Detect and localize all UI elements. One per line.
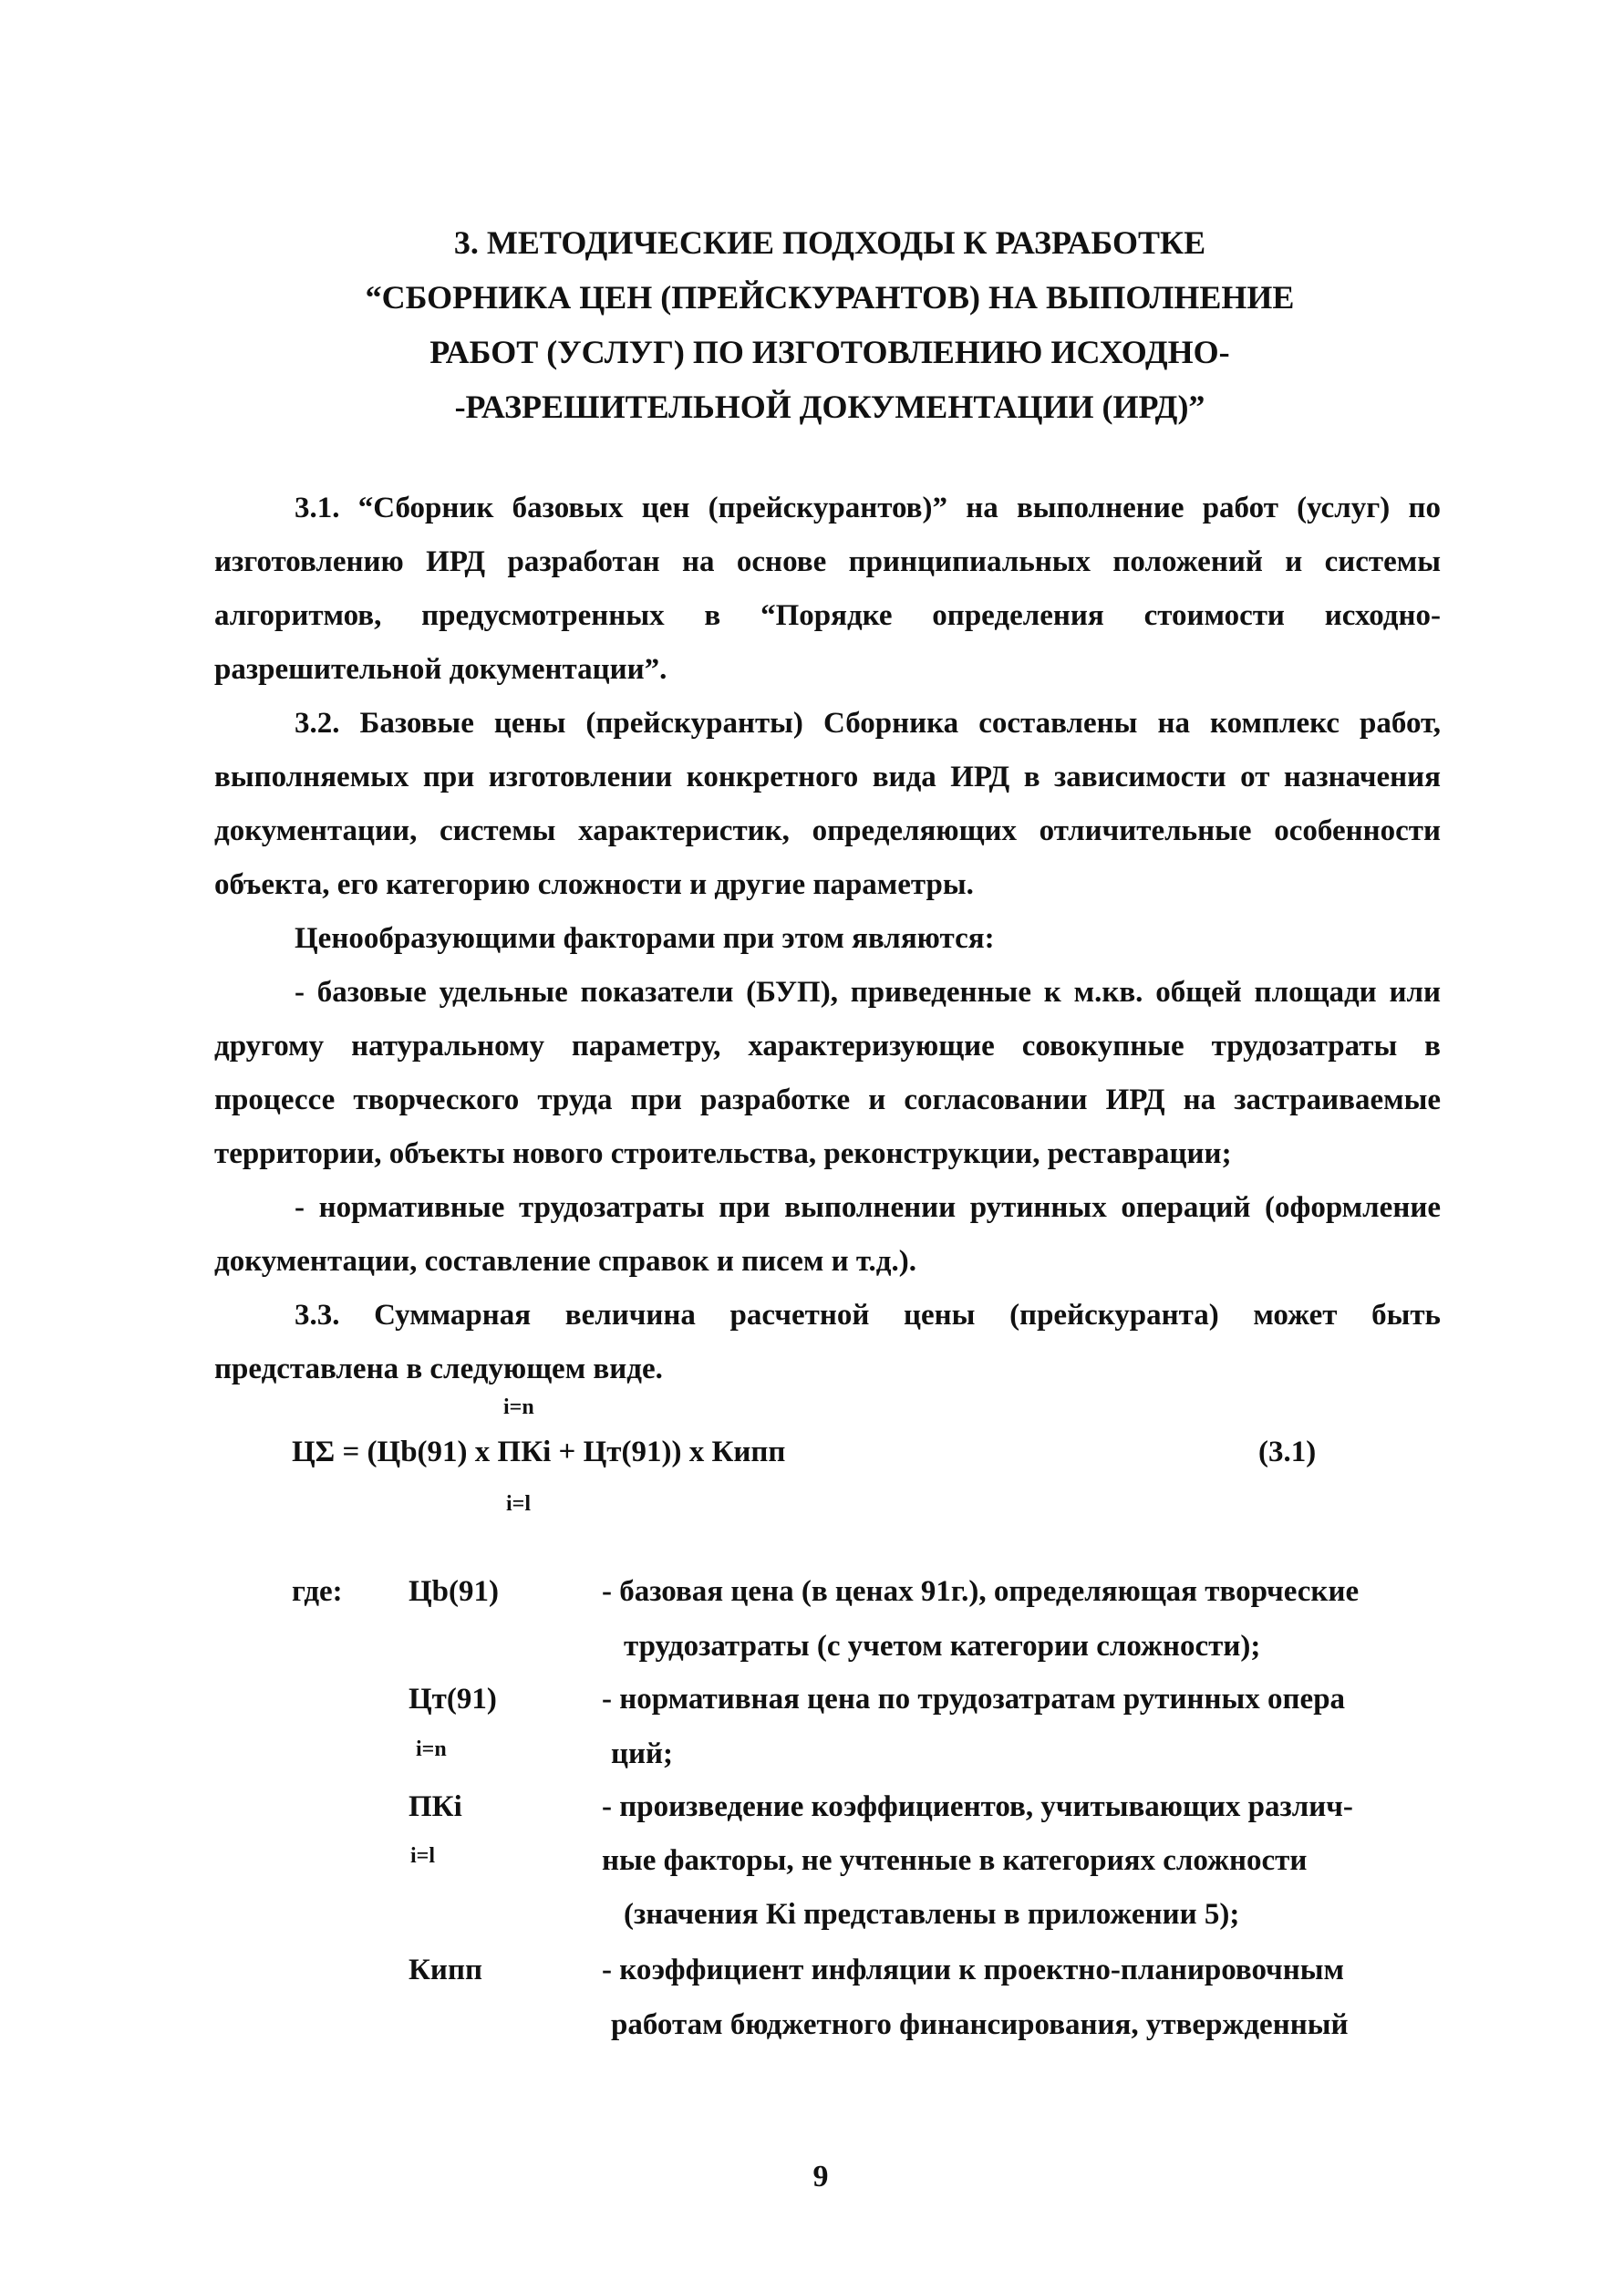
section-heading <box>274 215 1386 434</box>
legend-text: ций; <box>611 1737 674 1770</box>
legend-text: ные факторы, не учтенные в категориях сложности <box>602 1844 1308 1877</box>
heading-line: -РАЗРЕШИТЕЛЬНОЙ ДОКУМЕНТАЦИИ (ИРД)” <box>454 389 1205 425</box>
body-text <box>214 482 1441 1396</box>
product-upper-limit: i=n <box>416 1737 447 1761</box>
paragraph-3-1: 3.1. “Сборник базовых цен (прейскурантов)” на выполнение работ (услуг) по изготовлению ИРД разработан на основе принципиальных положений и системы алгоритмов, предусмотренных в “Порядке определения стоимости исходно-разрешительной документации”. <box>214 492 1441 686</box>
where-label: где: <box>292 1575 343 1608</box>
legend-symbol: Цт(91) <box>409 1683 497 1716</box>
formula-number: (3.1) <box>1258 1436 1317 1468</box>
legend-symbol: Кипп <box>409 1954 482 1986</box>
legend-text: - коэффициент инфляции к проектно-планировочным <box>602 1954 1345 1986</box>
paragraph-3-3: 3.3. Суммарная величина расчетной цены (прейскуранта) может быть представлена в следующем виде. <box>214 1299 1441 1385</box>
legend-text: - нормативная цена по трудозатратам рутинных опера <box>602 1683 1346 1716</box>
legend-text: - базовая цена (в ценах 91г.), определяющая творческие <box>602 1575 1360 1608</box>
sum-upper-limit: i=n <box>503 1395 534 1419</box>
legend-text: (значения Кi представлены в приложении 5); <box>624 1898 1240 1931</box>
legend-text: трудозатраты (с учетом категории сложности); <box>624 1630 1261 1663</box>
paragraph-factors-intro: Ценообразующими факторами при этом являются: <box>295 922 995 955</box>
product-lower-limit: i=l <box>410 1844 436 1868</box>
paragraph-factor-normative: - нормативные трудозатраты при выполнении рутинных операций (оформление документации, составление справок и писем и т.д.). <box>214 1191 1441 1278</box>
formula-expression: ЦΣ = (Цb(91) x ПКi + Цт(91)) x Кипп <box>292 1436 786 1468</box>
paragraph-3-2: 3.2. Базовые цены (прейскуранты) Сборника составлены на комплекс работ, выполняемых при изготовлении конкретного вида ИРД в зависимости от назначения документации, системы характеристик, определяющих отличительные особенности объекта, его категорию сложности и другие параметры. <box>214 707 1441 901</box>
sum-lower-limit: i=l <box>506 1492 532 1516</box>
legend-symbol: ПКi <box>409 1790 462 1823</box>
legend-text: работам бюджетного финансирования, утвержденный <box>611 2008 1349 2041</box>
heading-line: РАБОТ (УСЛУГ) ПО ИЗГОТОВЛЕНИЮ ИСХОДНО- <box>429 334 1230 370</box>
heading-line: 3. МЕТОДИЧЕСКИЕ ПОДХОДЫ К РАЗРАБОТКЕ <box>453 224 1206 261</box>
legend-text: - произведение коэффициентов, учитывающих различ- <box>602 1790 1353 1823</box>
legend-symbol: Цb(91) <box>409 1575 499 1608</box>
page-number: 9 <box>812 2160 829 2193</box>
heading-line: “СБОРНИКА ЦЕН (ПРЕЙСКУРАНТОВ) НА ВЫПОЛНЕНИЕ <box>365 279 1295 316</box>
paragraph-factor-bup: - базовые удельные показатели (БУП), приведенные к м.кв. общей площади или другому натуральному параметру, характеризующие совокупные трудозатраты в процессе творческого труда при разработке и согласовании ИРД на застраиваемые территории, объекты нового строительства, реконструкции, реставрации; <box>214 976 1441 1170</box>
